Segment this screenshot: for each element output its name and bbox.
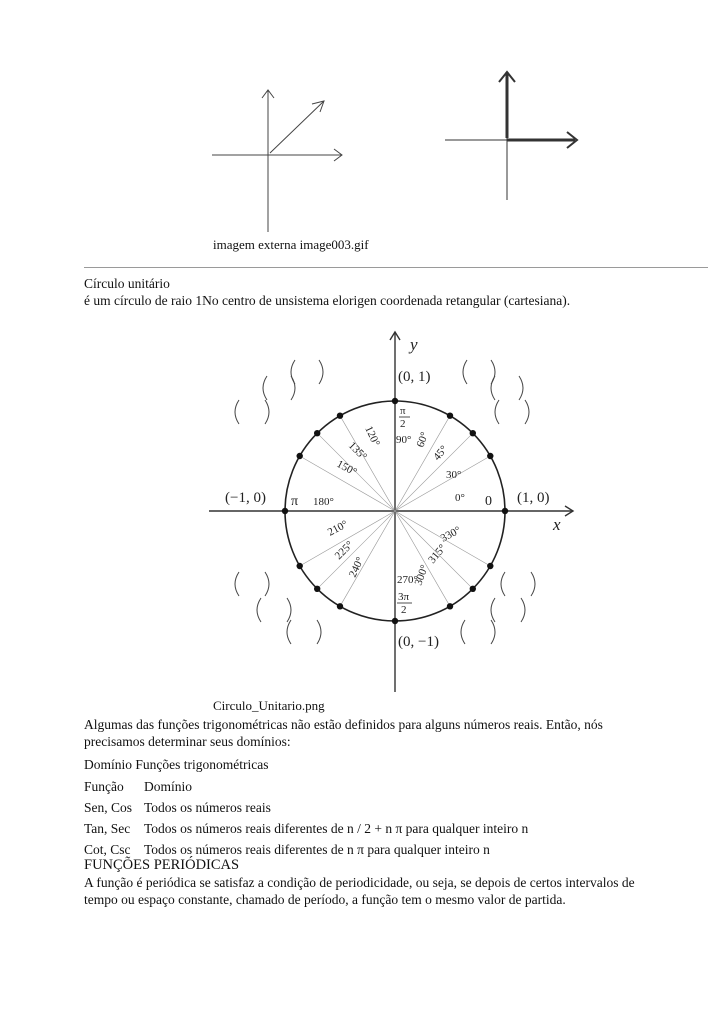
column-header-domain: Domínio	[144, 779, 193, 794]
vector-axes-sketch	[212, 90, 342, 232]
degree-label-270: 270°	[397, 574, 418, 586]
radian-label-pi-over-2	[399, 405, 410, 430]
degree-label-135: 135°	[345, 439, 370, 463]
unit-circle-diagram	[205, 328, 580, 694]
domains-intro-line2: precisamos determinar seus domínios:	[84, 734, 291, 749]
degree-label-45: 45°	[431, 443, 451, 463]
point-label-bottom: (0, −1)	[398, 634, 439, 650]
radian-label-3pi-over-2	[397, 591, 412, 616]
table-row-domain: Todos os números reais	[144, 800, 271, 815]
degree-label-315: 315°	[426, 542, 449, 566]
degree-labels	[313, 424, 465, 587]
radian-label-pi: π	[291, 494, 299, 509]
svg-text:π: π	[400, 405, 406, 417]
table-row-domain: Todos os números reais diferentes de n / 2 + n π para qualquer inteiro n	[144, 821, 529, 836]
point-label-top: (0, 1)	[398, 369, 431, 385]
radian-label-0: 0	[485, 494, 492, 509]
degree-label-90: 90°	[396, 434, 412, 446]
degree-label-60: 60°	[414, 430, 432, 450]
periodic-functions-title: FUNÇÕES PERIÓDICAS	[84, 857, 240, 873]
top-image-caption: imagem externa image003.gif	[213, 237, 369, 252]
domains-table-title: Domínio Funções trigonométricas	[84, 757, 269, 772]
degree-label-210: 210°	[325, 518, 350, 539]
divider	[84, 267, 708, 268]
degree-label-30: 30°	[446, 469, 462, 481]
point-label-left: (−1, 0)	[225, 490, 266, 506]
degree-label-240: 240°	[346, 555, 367, 580]
unit-circle-description: é um círculo de raio 1No centro de unsistema elorigen coordenada retangular (cartesiana).	[84, 293, 571, 308]
domains-intro-line1: Algumas das funções trigonométricas não estão definidos para alguns números reais. Então, nós	[84, 717, 603, 732]
degree-label-225: 225°	[332, 538, 356, 563]
y-axis-label: y	[410, 335, 418, 354]
table-row-function: Tan, Sec	[84, 821, 131, 836]
table-row-function: Cot, Csc	[84, 842, 131, 857]
point-label-right: (1, 0)	[517, 490, 550, 506]
degree-label-180: 180°	[313, 496, 334, 508]
periodic-line2: tempo ou espaço constante, chamado de período, a função tem o mesmo valor de partida.	[84, 892, 566, 907]
svg-text:3π: 3π	[398, 591, 410, 603]
x-axis-label: x	[553, 515, 561, 534]
unit-circle-title: Círculo unitário	[84, 276, 170, 291]
svg-text:2: 2	[400, 418, 406, 430]
table-row-domain: Todos os números reais diferentes de n π para qualquer inteiro n	[144, 842, 490, 857]
table-row-function: Sen, Cos	[84, 800, 133, 815]
degree-label-330: 330°	[438, 524, 463, 545]
column-header-function: Função	[84, 779, 124, 794]
periodic-line1: A função é periódica se satisfaz a condição de periodicidade, ou seja, se depois de certos intervalos de	[84, 875, 635, 890]
degree-label-300: 300°	[412, 563, 431, 588]
degree-label-150: 150°	[334, 458, 359, 479]
degree-label-120: 120°	[362, 424, 382, 449]
bold-axes-sketch	[445, 72, 577, 200]
svg-text:2: 2	[401, 604, 407, 616]
circle-image-caption: Circulo_Unitario.png	[213, 698, 325, 713]
axes-sketch-figure	[200, 60, 600, 240]
degree-label-0: 0°	[455, 492, 465, 504]
